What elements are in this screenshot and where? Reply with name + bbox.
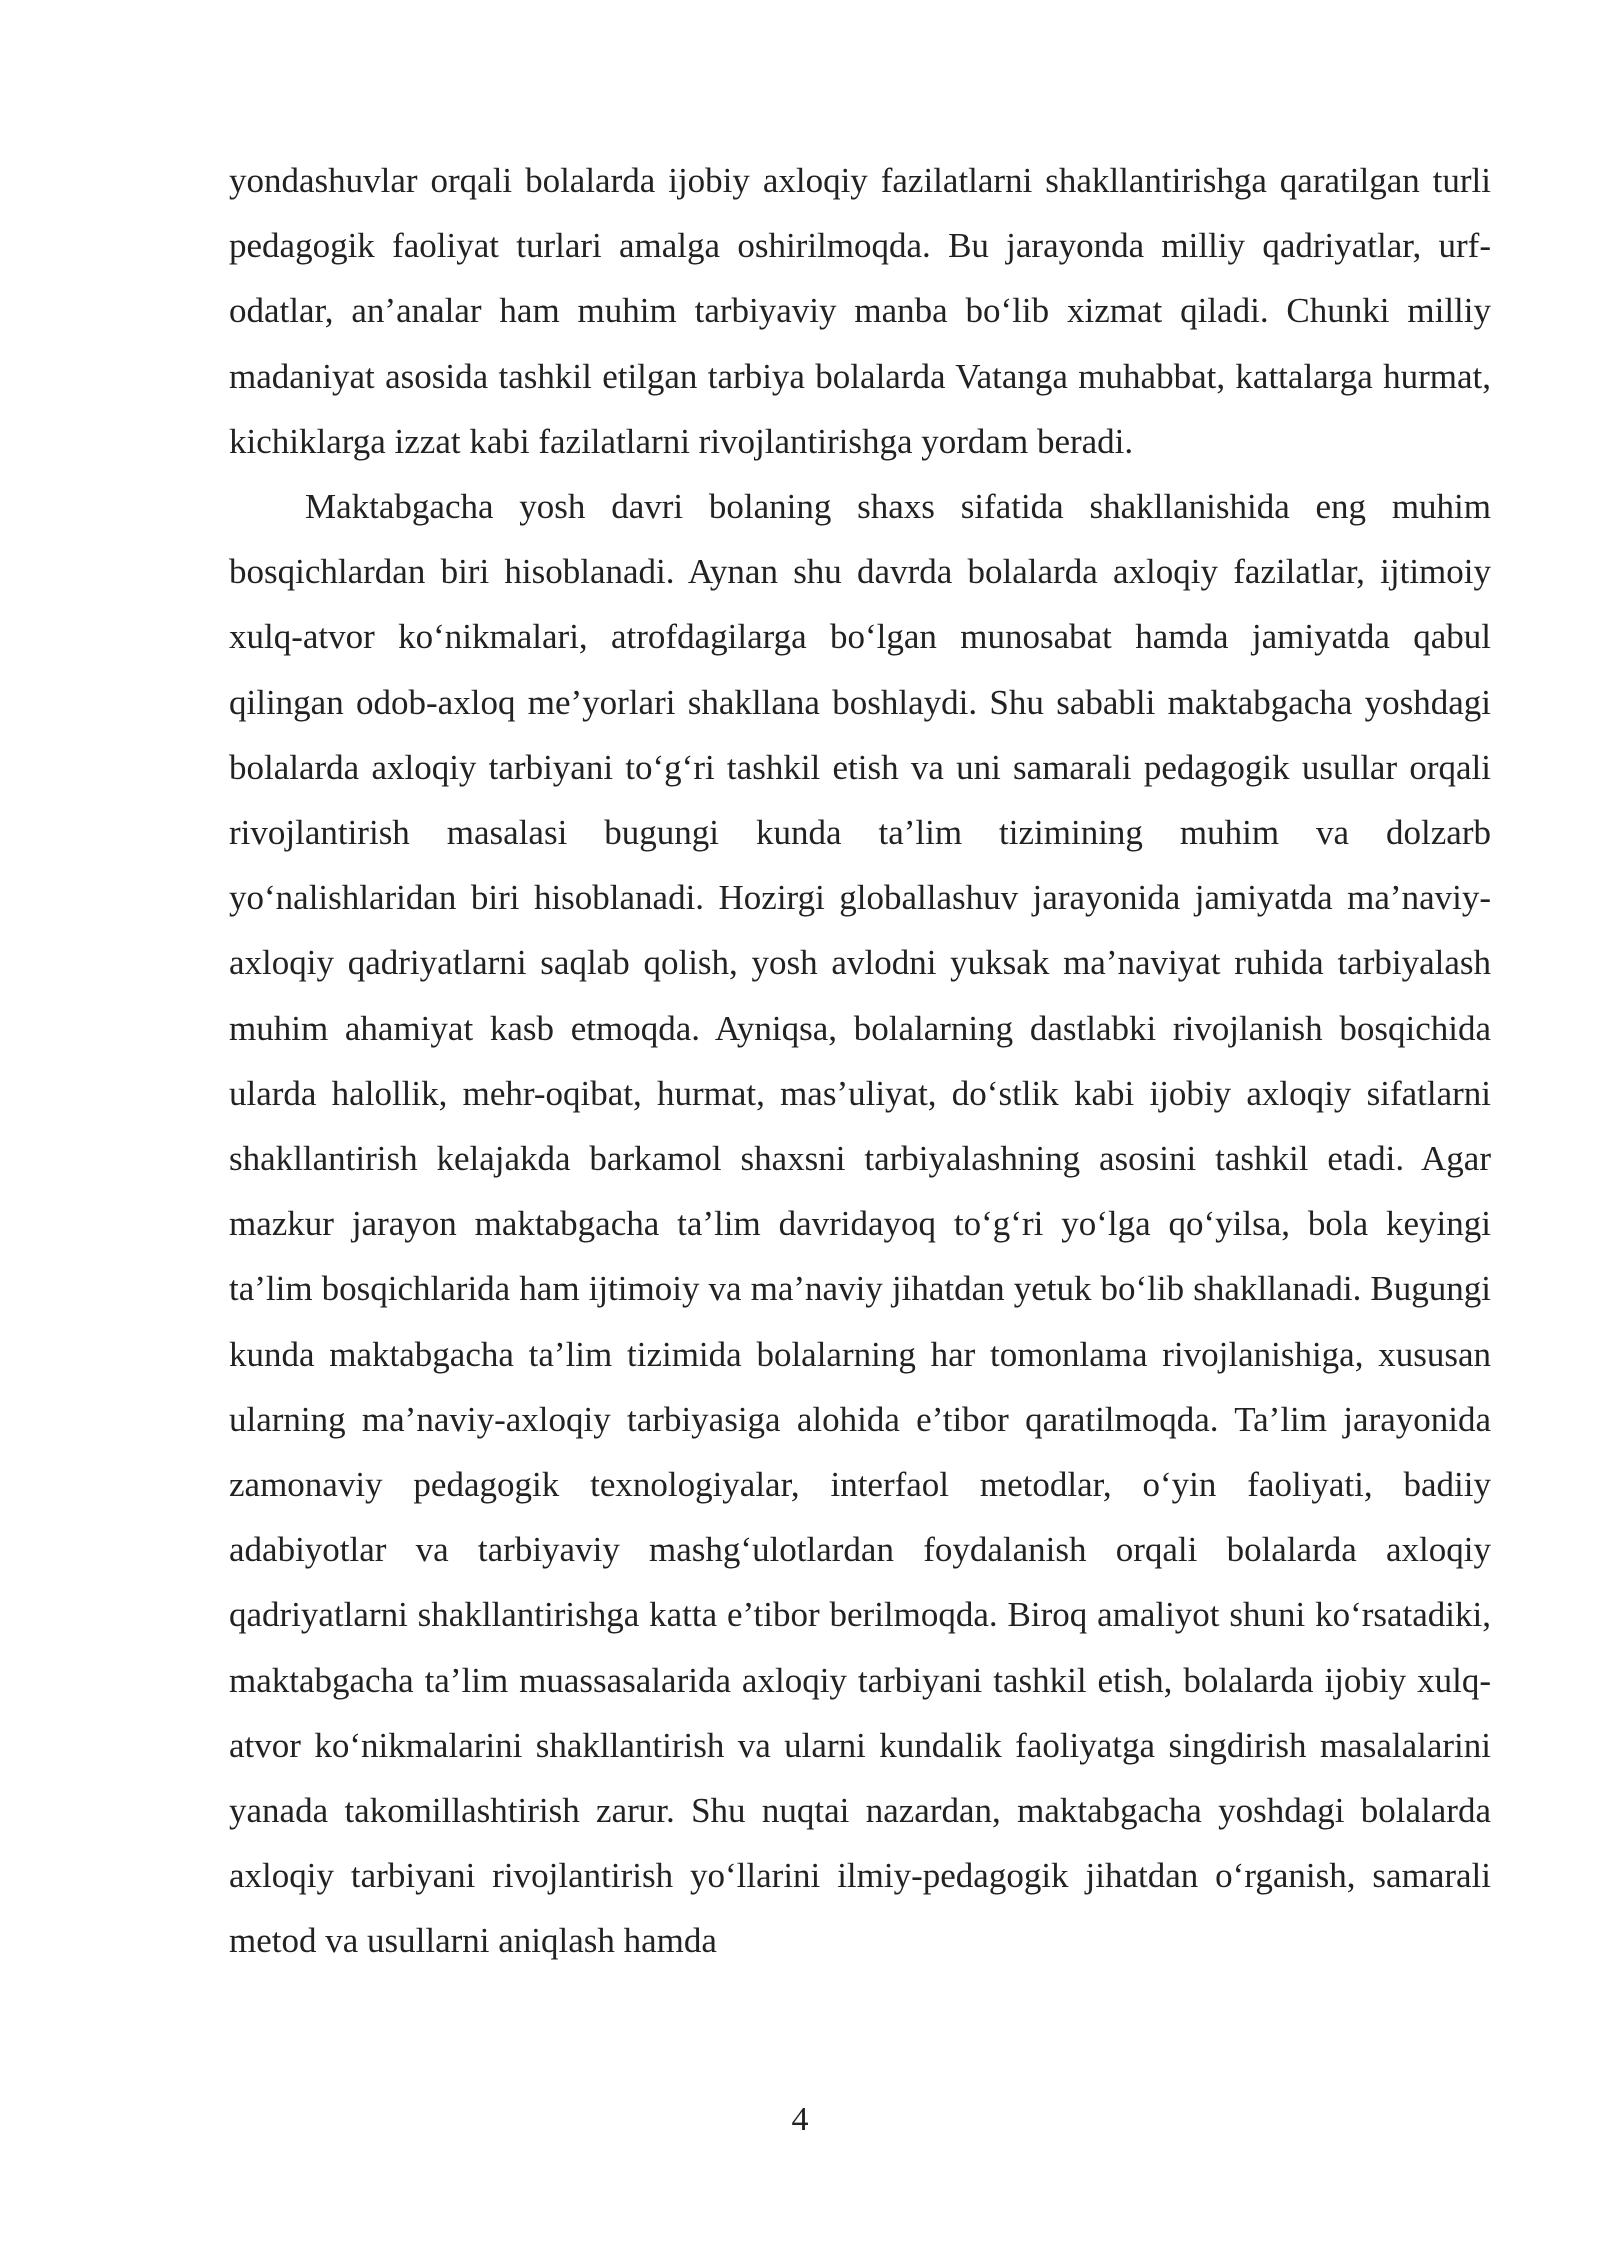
paragraph-1: yondashuvlar orqali bolalarda ijobiy axloqiy fazilatlarni shakllantirishga qaratilgan turli pedagogik faoliyat turlari amalga oshirilmoqda. Bu jarayonda milliy qadriyatlar, urf-odatlar, an’analar ham muhim tarbiyaviy manba boʻlib xizmat qiladi. Chunki milliy madaniyat asosida tashkil etilgan tarbiya bolalarda Vatanga muhabbat, kattalarga hurmat, kichiklarga izzat kabi fazilatlarni rivojlantirishga yordam beradi. [229,161,1491,461]
body-text [229,148,1491,1974]
page-number: 4 [791,2101,809,2138]
paragraph-2: Maktabgacha yosh davri bolaning shaxs sifatida shakllanishida eng muhim bosqichlardan biri hisoblanadi. Aynan shu davrda bolalarda axloqiy fazilatlar, ijtimoiy xulq-atvor koʻnikmalari, atrofdagilarga boʻlgan munosabat hamda jamiyatda qabul qilingan odob-axloq me’yorlari shakllana boshlaydi. Shu sababli maktabgacha yoshdagi bolalarda axloqiy tarbiyani toʻgʻri tashkil etish va uni samarali pedagogik usullar orqali rivojlantirish masalasi bugungi kunda ta’lim tizimining muhim va dolzarb yoʻnalishlaridan biri hisoblanadi. Hozirgi globallashuv jarayonida jamiyatda ma’naviy-axloqiy qadriyatlarni saqlab qolish, yosh avlodni yuksak ma’naviyat ruhida tarbiyalash muhim ahamiyat kasb etmoqda. Ayniqsa, bolalarning dastlabki rivojlanish bosqichida ularda halollik, mehr-oqibat, hurmat, mas’uliyat, doʻstlik kabi ijobiy axloqiy sifatlarni shakllantirish kelajakda barkamol shaxsni tarbiyalashning asosini tashkil etadi. Agar mazkur jarayon maktabgacha ta’lim davridayoq toʻgʻri yoʻlga qoʻyilsa, bola keyingi ta’lim bosqichlarida ham ijtimoiy va ma’naviy jihatdan yetuk boʻlib shakllanadi. Bugungi kunda maktabgacha ta’lim tizimida bolalarning har tomonlama rivojlanishiga, xususan ularning ma’naviy-axloqiy tarbiyasiga alohida e’tibor qaratilmoqda. Ta’lim jarayonida zamonaviy pedagogik texnologiyalar, interfaol metodlar, oʻyin faoliyati, badiiy adabiyotlar va tarbiyaviy mashgʻulotlardan foydalanish orqali bolalarda axloqiy qadriyatlarni shakllantirishga katta e’tibor berilmoqda. Biroq amaliyot shuni koʻrsatadiki, maktabgacha ta’lim muassasalarida axloqiy tarbiyani tashkil etish, bolalarda ijobiy xulq-atvor koʻnikmalarini shakllantirish va ularni kundalik faoliyatga singdirish masalalarini yanada takomillashtirish zarur. Shu nuqtai nazardan, maktabgacha yoshdagi bolalarda axloqiy tarbiyani rivojlantirish yoʻllarini ilmiy-pedagogik jihatdan oʻrganish, samarali metod va usullarni aniqlash hamda [229,487,1491,1961]
